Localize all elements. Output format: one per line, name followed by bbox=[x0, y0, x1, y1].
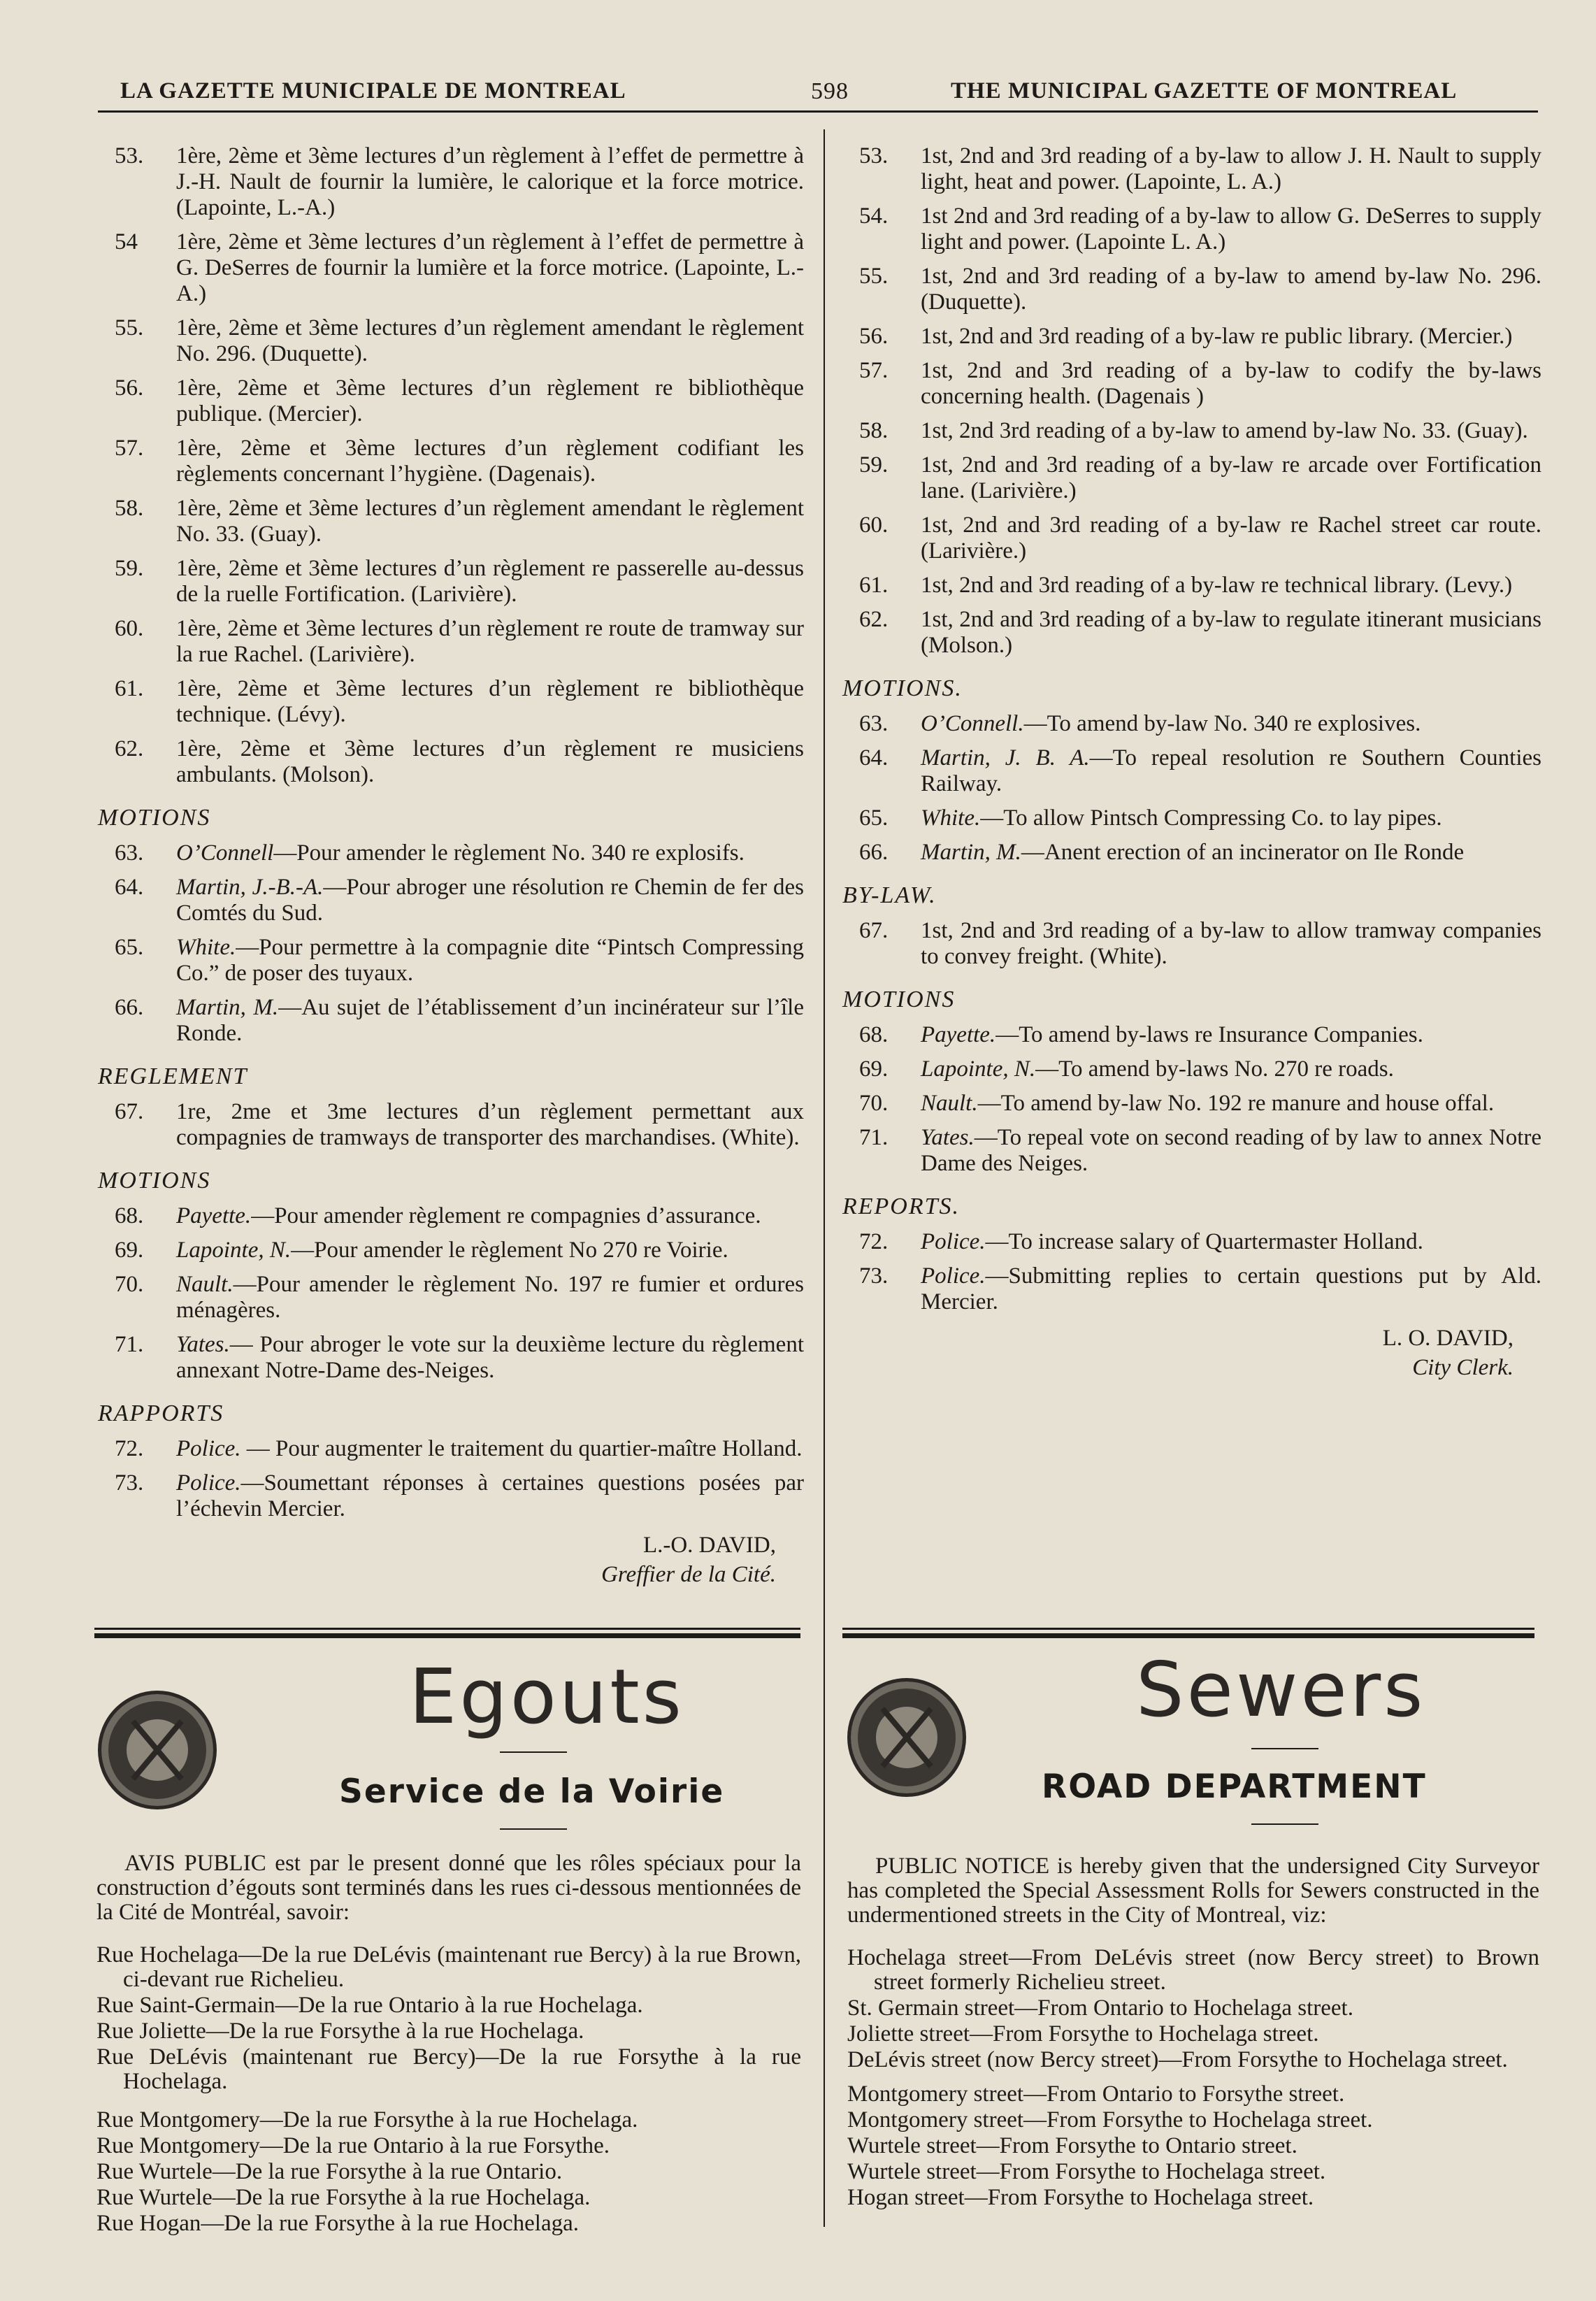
list-item bbox=[98, 1272, 804, 1324]
item-text: 1re, 2me et 3me lectures d’un règlement permettant aux compagnies de tramways de transporter des marchandises. (White). bbox=[176, 1099, 804, 1150]
item-text-container bbox=[176, 496, 804, 547]
item-text-container bbox=[921, 418, 1541, 444]
notice-rule-right-2 bbox=[842, 1633, 1534, 1638]
subtitle-divider bbox=[500, 1828, 567, 1830]
header-rule bbox=[98, 110, 1538, 113]
list-item bbox=[98, 375, 804, 427]
list-item bbox=[842, 711, 1541, 737]
item-text-container bbox=[921, 358, 1541, 410]
item-text-container bbox=[176, 995, 804, 1047]
list-item bbox=[842, 1056, 1541, 1082]
list-item bbox=[98, 676, 804, 728]
section-heading-motions: MOTIONS bbox=[98, 805, 211, 831]
item-text: 1ère, 2ème et 3ème lectures d’un règlement re bibliothèque technique. (Lévy). bbox=[176, 676, 804, 727]
list-item bbox=[842, 452, 1541, 504]
item-mover-name: Nault. bbox=[176, 1272, 233, 1297]
item-mover-name: O’Connell bbox=[176, 840, 274, 866]
item-text: 1st, 2nd and 3rd reading of a by-law re Rachel street car route. (Larivière.) bbox=[921, 512, 1541, 564]
item-text: 1ère, 2ème et 3ème lectures d’un règlement à l’effet de permettre à G. DeSerres de fournir la lumière et la force motrice. (Lapointe, L.-A.) bbox=[176, 229, 804, 306]
item-number: 64. bbox=[859, 745, 889, 770]
item-number: 64. bbox=[115, 875, 144, 900]
column-divider bbox=[824, 129, 825, 2227]
item-mover-name: Lapointe, N. bbox=[176, 1238, 292, 1263]
section-heading-motions-2: MOTIONS bbox=[842, 987, 956, 1012]
item-number: 68. bbox=[115, 1203, 144, 1228]
signature-name: L.-O. DAVID, bbox=[642, 1533, 776, 1558]
list-item bbox=[842, 1125, 1541, 1177]
item-number: 61. bbox=[115, 676, 144, 701]
notice-subtitle-fr: Service de la Voirie bbox=[339, 1772, 725, 1811]
item-mover-name: Martin, J.-B.-A. bbox=[176, 875, 324, 900]
item-number: 53. bbox=[859, 143, 889, 169]
item-text-container bbox=[921, 1229, 1541, 1255]
item-text-container bbox=[176, 143, 804, 221]
list-item bbox=[842, 203, 1541, 255]
notice-intro-en: PUBLIC NOTICE is hereby given that the undersigned City Surveyor has completed the Special Assessment Rolls for Sewers constructed in the undermentioned streets in the City of Montreal, viz: bbox=[847, 1854, 1539, 1928]
item-text-container bbox=[921, 711, 1541, 737]
item-text-container bbox=[921, 324, 1541, 350]
street-entry: Rue Montgomery—De la rue Forsythe à la rue Hochelaga. bbox=[96, 2107, 638, 2132]
item-text: —To amend by-law No. 340 re explosives. bbox=[1023, 711, 1421, 736]
notice-rule-left bbox=[94, 1628, 800, 1630]
item-number: 54 bbox=[115, 229, 138, 255]
item-text: 1ère, 2ème et 3ème lectures d’un règlement re musiciens ambulants. (Molson). bbox=[176, 736, 804, 787]
list-item bbox=[842, 1263, 1541, 1315]
header-left-title: LA GAZETTE MUNICIPALE DE MONTREAL bbox=[120, 78, 626, 103]
item-text-container bbox=[921, 452, 1541, 504]
item-text: — Pour augmenter le traitement du quartier-maître Holland. bbox=[240, 1436, 803, 1461]
item-number: 58. bbox=[859, 418, 889, 443]
item-text-container bbox=[176, 840, 804, 866]
list-item bbox=[842, 805, 1541, 831]
item-text-container bbox=[176, 1272, 804, 1324]
item-text-container bbox=[176, 676, 804, 728]
item-text-container bbox=[921, 1125, 1541, 1177]
item-text: —To amend by-laws No. 270 re roads. bbox=[1035, 1056, 1394, 1082]
item-number: 59. bbox=[115, 556, 144, 581]
item-mover-name: Police. bbox=[921, 1229, 986, 1254]
list-item bbox=[98, 1470, 804, 1522]
item-text-container bbox=[921, 840, 1541, 866]
list-item bbox=[842, 745, 1541, 797]
item-number: 73. bbox=[859, 1263, 889, 1289]
item-text-container bbox=[921, 745, 1541, 797]
item-text: 1st, 2nd and 3rd reading of a by-law to regulate itinerant musicians (Molson.) bbox=[921, 607, 1541, 658]
item-number: 66. bbox=[115, 995, 144, 1020]
item-text: 1st, 2nd 3rd reading of a by-law to amend by-law No. 33. (Guay). bbox=[921, 418, 1528, 443]
street-entry: Joliette street—From Forsythe to Hochelaga street. bbox=[847, 2021, 1319, 2046]
item-text: —To repeal resolution re Southern Counties Railway. bbox=[921, 745, 1541, 796]
list-item bbox=[98, 875, 804, 926]
item-text-container bbox=[176, 556, 804, 608]
item-text: —Pour amender règlement re compagnies d’assurance. bbox=[251, 1203, 761, 1228]
item-number: 55. bbox=[859, 264, 889, 289]
item-number: 62. bbox=[115, 736, 144, 761]
list-item bbox=[98, 1238, 804, 1263]
signature-title: Greffier de la Cité. bbox=[601, 1562, 776, 1587]
list-item bbox=[842, 264, 1541, 315]
item-mover-name: Police. bbox=[176, 1470, 241, 1496]
item-text-container bbox=[176, 1470, 804, 1522]
item-text-container bbox=[921, 1091, 1541, 1117]
item-mover-name: Police. bbox=[176, 1436, 241, 1461]
left-column bbox=[98, 143, 804, 1589]
list-item bbox=[842, 1022, 1541, 1048]
item-text-container bbox=[176, 436, 804, 487]
item-text: —To repeal vote on second reading of by law to annex Notre Dame des Neiges. bbox=[921, 1125, 1541, 1176]
item-text-container bbox=[921, 805, 1541, 831]
section-heading-reglement: REGLEMENT bbox=[98, 1063, 248, 1089]
item-number: 65. bbox=[115, 935, 144, 960]
list-item bbox=[842, 143, 1541, 195]
item-number: 58. bbox=[115, 496, 144, 521]
item-number: 72. bbox=[115, 1436, 144, 1461]
item-text-container bbox=[921, 607, 1541, 659]
notice-body-en bbox=[847, 1854, 1539, 2212]
item-text-container bbox=[176, 1436, 804, 1462]
list-item bbox=[98, 736, 804, 788]
item-number: 71. bbox=[859, 1125, 889, 1150]
item-mover-name: Nault. bbox=[921, 1091, 978, 1116]
item-text: 1ère, 2ème et 3ème lectures d’un règlement re route de tramway sur la rue Rachel. (Larivière). bbox=[176, 616, 804, 667]
street-entry: Rue Wurtele—De la rue Forsythe à la rue Ontario. bbox=[96, 2159, 563, 2184]
item-text: —To amend by-law No. 192 re manure and house offal. bbox=[977, 1091, 1495, 1116]
item-mover-name: Payette. bbox=[921, 1022, 996, 1047]
item-number: 70. bbox=[115, 1272, 144, 1297]
item-mover-name: Payette. bbox=[176, 1203, 252, 1228]
item-text-container bbox=[176, 315, 804, 367]
item-text-container bbox=[921, 512, 1541, 564]
item-number: 66. bbox=[859, 840, 889, 865]
header-right-title: THE MUNICIPAL GAZETTE OF MONTREAL bbox=[951, 78, 1458, 103]
city-seal-icon bbox=[98, 1691, 217, 1809]
list-item bbox=[98, 840, 804, 866]
right-column bbox=[842, 143, 1541, 1382]
list-item bbox=[842, 512, 1541, 564]
street-entry: DeLévis street (now Bercy street)—From Forsythe to Hochelaga street. bbox=[847, 2047, 1508, 2072]
list-item bbox=[842, 918, 1541, 970]
item-text: —To allow Pintsch Compressing Co. to lay pipes. bbox=[980, 805, 1442, 831]
item-text-container bbox=[921, 264, 1541, 315]
item-number: 53. bbox=[115, 143, 144, 169]
item-number: 65. bbox=[859, 805, 889, 831]
street-entry: Wurtele street—From Forsythe to Ontario street. bbox=[847, 2133, 1297, 2158]
item-text: 1st 2nd and 3rd reading of a by-law to allow G. DeSerres to supply light and power. (Lapointe L. A.) bbox=[921, 203, 1541, 255]
item-text-container bbox=[176, 935, 804, 987]
list-item bbox=[842, 1229, 1541, 1255]
item-text-container bbox=[921, 1022, 1541, 1048]
item-text-container bbox=[176, 1203, 804, 1229]
item-text: 1st, 2nd and 3rd reading of a by-law to codify the by-laws concerning health. (Dagenais ) bbox=[921, 358, 1541, 409]
item-mover-name: White. bbox=[176, 935, 236, 960]
item-text-container bbox=[176, 616, 804, 668]
notice-body-fr bbox=[96, 1851, 801, 2237]
list-item bbox=[98, 315, 804, 367]
item-text: 1st, 2nd and 3rd reading of a by-law re public library. (Mercier.) bbox=[921, 324, 1513, 349]
item-text-container bbox=[921, 203, 1541, 255]
item-number: 59. bbox=[859, 452, 889, 478]
list-item bbox=[842, 358, 1541, 410]
street-entry: Rue Hochelaga—De la rue DeLévis (maintenant rue Bercy) à la rue Brown, ci-devant rue Richelieu. bbox=[96, 1942, 801, 1992]
item-mover-name: Martin, M. bbox=[921, 840, 1021, 865]
list-item bbox=[842, 324, 1541, 350]
item-text: —Soumettant réponses à certaines questions posées par l’échevin Mercier. bbox=[176, 1470, 804, 1521]
street-entry: Rue DeLévis (maintenant rue Bercy)—De la rue Forsythe à la rue Hochelaga. bbox=[96, 2044, 801, 2094]
list-item bbox=[98, 1099, 804, 1151]
item-text-container bbox=[176, 1332, 804, 1384]
notice-intro-fr: AVIS PUBLIC est par le present donné que les rôles spéciaux pour la construction d’égouts sont terminés dans les rues ci-dessous mentionnées de la Cité de Montréal, savoir: bbox=[96, 1851, 801, 1925]
list-item bbox=[98, 935, 804, 987]
item-number: 67. bbox=[859, 918, 889, 943]
list-item bbox=[98, 995, 804, 1047]
signature-name: L. O. DAVID, bbox=[1382, 1326, 1514, 1351]
item-text: 1ère, 2ème et 3ème lectures d’un règlement re bibliothèque publique. (Mercier). bbox=[176, 375, 804, 426]
street-entry: Montgomery street—From Forsythe to Hochelaga street. bbox=[847, 2107, 1373, 2132]
item-text: —To increase salary of Quartermaster Holland. bbox=[985, 1229, 1423, 1254]
item-mover-name: O’Connell. bbox=[921, 711, 1024, 736]
notice-rule-left-2 bbox=[94, 1633, 800, 1638]
item-text: 1ère, 2ème et 3ème lectures d’un règlement à l’effet de permettre à J.-H. Nault de fournir la lumière, le calorique et la force motrice. (Lapointe, L.-A.) bbox=[176, 143, 804, 220]
subtitle-divider bbox=[1251, 1823, 1318, 1825]
notice-title-fr: Egouts bbox=[409, 1654, 684, 1741]
list-item bbox=[98, 436, 804, 487]
item-number: 73. bbox=[115, 1470, 144, 1496]
list-item bbox=[98, 556, 804, 608]
item-number: 54. bbox=[859, 203, 889, 229]
item-number: 57. bbox=[115, 436, 144, 461]
item-text: —Anent erection of an incinerator on Ile Ronde bbox=[1021, 840, 1465, 865]
item-text-container bbox=[176, 875, 804, 926]
item-number: 69. bbox=[859, 1056, 889, 1082]
item-text-container bbox=[921, 1263, 1541, 1315]
item-text: —To amend by-laws re Insurance Companies. bbox=[995, 1022, 1423, 1047]
item-number: 56. bbox=[859, 324, 889, 349]
list-item bbox=[98, 229, 804, 307]
item-number: 70. bbox=[859, 1091, 889, 1116]
notice-subtitle-en: ROAD DEPARTMENT bbox=[1042, 1768, 1427, 1806]
street-entry: Hogan street—From Forsythe to Hochelaga street. bbox=[847, 2185, 1314, 2210]
section-heading-rapports: RAPPORTS bbox=[98, 1400, 224, 1426]
section-heading-reports: REPORTS. bbox=[842, 1193, 961, 1219]
signature-title: City Clerk. bbox=[1412, 1355, 1514, 1380]
section-heading-motions: MOTIONS. bbox=[842, 675, 963, 701]
item-mover-name: Martin, J. B. A. bbox=[921, 745, 1090, 770]
item-number: 55. bbox=[115, 315, 144, 341]
title-divider bbox=[1251, 1748, 1318, 1749]
item-text: —Pour amender le règlement No 270 re Voirie. bbox=[291, 1238, 728, 1263]
list-item bbox=[98, 496, 804, 547]
item-number: 56. bbox=[115, 375, 144, 401]
item-text: 1st, 2nd and 3rd reading of a by-law re arcade over Fortification lane. (Larivière.) bbox=[921, 452, 1541, 503]
item-number: 63. bbox=[859, 711, 889, 736]
item-text: 1ère, 2ème et 3ème lectures d’un règlement re passerelle au-dessus de la ruelle Fortification. (Larivière). bbox=[176, 556, 804, 607]
list-item bbox=[98, 616, 804, 668]
street-entry: Rue Hogan—De la rue Forsythe à la rue Hochelaga. bbox=[96, 2211, 580, 2236]
street-entry: Hochelaga street—From DeLévis street (now Bercy street) to Brown street formerly Richelieu street. bbox=[847, 1945, 1539, 1995]
item-text-container bbox=[176, 375, 804, 427]
item-mover-name: Yates. bbox=[176, 1332, 230, 1357]
item-text: 1st, 2nd and 3rd reading of a by-law re technical library. (Levy.) bbox=[921, 573, 1513, 598]
item-text: 1st, 2nd and 3rd reading of a by-law to allow tramway companies to convey freight. (White). bbox=[921, 918, 1541, 969]
item-mover-name: Lapointe, N. bbox=[921, 1056, 1036, 1082]
item-number: 62. bbox=[859, 607, 889, 632]
section-heading-bylaw: BY-LAW. bbox=[842, 882, 937, 908]
city-seal-icon bbox=[847, 1678, 966, 1797]
street-entry: St. Germain street—From Ontario to Hochelaga street. bbox=[847, 1995, 1353, 2021]
list-item bbox=[98, 143, 804, 221]
street-entry: Rue Wurtele—De la rue Forsythe à la rue Hochelaga. bbox=[96, 2185, 591, 2210]
notice-title-en: Sewers bbox=[1136, 1647, 1426, 1734]
item-number: 69. bbox=[115, 1238, 144, 1263]
list-item bbox=[98, 1332, 804, 1384]
item-text-container bbox=[176, 229, 804, 307]
item-text: —Au sujet de l’établissement d’un incinérateur sur l’île Ronde. bbox=[176, 995, 804, 1046]
notice-rule-right bbox=[842, 1628, 1534, 1630]
item-text-container bbox=[176, 1099, 804, 1151]
section-heading-motions-2: MOTIONS bbox=[98, 1168, 211, 1193]
item-number: 71. bbox=[115, 1332, 144, 1357]
item-number: 68. bbox=[859, 1022, 889, 1047]
item-text: —Pour amender le règlement No. 197 re fumier et ordures ménagères. bbox=[176, 1272, 804, 1323]
street-entry: Montgomery street—From Ontario to Forsythe street. bbox=[847, 2081, 1345, 2107]
list-item bbox=[98, 1203, 804, 1229]
street-entry: Rue Montgomery—De la rue Ontario à la rue Forsythe. bbox=[96, 2133, 610, 2158]
list-item bbox=[842, 1091, 1541, 1117]
street-entry: Rue Joliette—De la rue Forsythe à la rue Hochelaga. bbox=[96, 2019, 584, 2044]
list-item bbox=[842, 607, 1541, 659]
street-entry: Rue Saint-Germain—De la rue Ontario à la rue Hochelaga. bbox=[96, 1993, 643, 2018]
item-number: 72. bbox=[859, 1229, 889, 1254]
item-text: —Pour permettre à la compagnie dite “Pintsch Compressing Co.” de poser des tuyaux. bbox=[176, 935, 804, 986]
item-text: 1ère, 2ème et 3ème lectures d’un règlement amendant le règlement No. 33. (Guay). bbox=[176, 496, 804, 547]
item-number: 63. bbox=[115, 840, 144, 866]
item-text-container bbox=[921, 918, 1541, 970]
item-text: —Pour abroger une résolution re Chemin de fer des Comtés du Sud. bbox=[176, 875, 804, 926]
page-number: 598 bbox=[811, 78, 849, 104]
item-mover-name: White. bbox=[921, 805, 981, 831]
item-text: 1ère, 2ème et 3ème lectures d’un règlement codifiant les règlements concernant l’hygiène. (Dagenais). bbox=[176, 436, 804, 487]
item-number: 60. bbox=[859, 512, 889, 538]
list-item bbox=[842, 840, 1541, 866]
signature-right bbox=[842, 1324, 1541, 1382]
item-mover-name: Yates. bbox=[921, 1125, 975, 1150]
item-text: —Pour amender le règlement No. 340 re explosifs. bbox=[273, 840, 745, 866]
item-number: 61. bbox=[859, 573, 889, 598]
street-entry: Wurtele street—From Forsythe to Hochelaga street. bbox=[847, 2159, 1326, 2184]
item-text: —Submitting replies to certain questions put by Ald. Mercier. bbox=[921, 1263, 1541, 1314]
item-text: 1st, 2nd and 3rd reading of a by-law to amend by-law No. 296. (Duquette). bbox=[921, 264, 1541, 315]
item-text-container bbox=[921, 1056, 1541, 1082]
item-text-container bbox=[176, 736, 804, 788]
item-text: 1ère, 2ème et 3ème lectures d’un règlement amendant le règlement No. 296. (Duquette). bbox=[176, 315, 804, 366]
item-text: — Pour abroger le vote sur la deuxième lecture du règlement annexant Notre-Dame des-Neiges. bbox=[176, 1332, 804, 1383]
item-number: 67. bbox=[115, 1099, 144, 1124]
list-item bbox=[842, 573, 1541, 598]
item-mover-name: Martin, M. bbox=[176, 995, 279, 1020]
list-item bbox=[98, 1436, 804, 1462]
item-text-container bbox=[921, 143, 1541, 195]
item-number: 57. bbox=[859, 358, 889, 383]
item-text: 1st, 2nd and 3rd reading of a by-law to allow J. H. Nault to supply light, heat and power. (Lapointe, L. A.) bbox=[921, 143, 1541, 194]
title-divider bbox=[500, 1751, 567, 1753]
item-mover-name: Police. bbox=[921, 1263, 986, 1289]
list-item bbox=[842, 418, 1541, 444]
signature-left bbox=[98, 1531, 804, 1589]
item-number: 60. bbox=[115, 616, 144, 641]
item-text-container bbox=[176, 1238, 804, 1263]
item-text-container bbox=[921, 573, 1541, 598]
